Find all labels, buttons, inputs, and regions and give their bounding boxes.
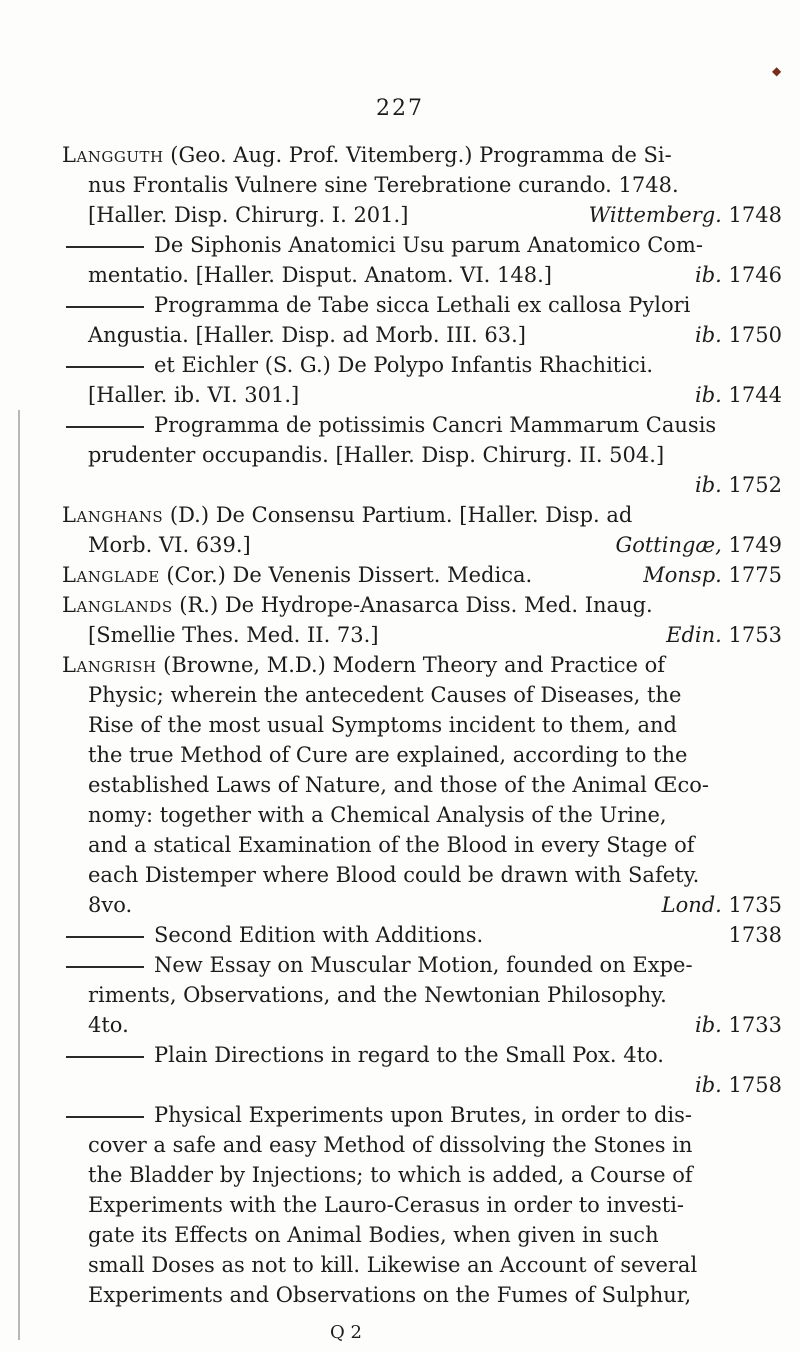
entry-line — [62, 1130, 782, 1160]
imprint — [695, 320, 782, 350]
bibliography-entry — [62, 500, 782, 560]
entry-text: Rise of the most usual Symptoms incident to them, and — [88, 713, 677, 737]
entry-text-group — [88, 173, 679, 197]
entry-line — [62, 290, 782, 320]
imprint-place: ib. — [695, 323, 722, 347]
imprint-year: 1753 — [728, 623, 782, 647]
entry-line — [62, 320, 782, 350]
ditto-dash — [66, 1116, 144, 1118]
imprint — [615, 530, 782, 560]
imprint-place: ib. — [695, 1073, 722, 1097]
imprint — [695, 380, 782, 410]
entry-line — [62, 230, 782, 260]
entry-text: cover a safe and easy Method of dissolving the Stones in — [88, 1133, 693, 1157]
imprint-place: Wittemberg. — [588, 203, 722, 227]
entry-line — [62, 980, 782, 1010]
imprint — [695, 473, 782, 497]
entry-text: riments, Observations, and the Newtonian Philosophy. — [88, 983, 667, 1007]
entry-text: 4to. — [88, 1013, 129, 1037]
imprint-year: 1775 — [728, 563, 782, 587]
ditto-dash — [66, 966, 144, 968]
entry-text-group — [88, 683, 681, 707]
entry-text-group — [88, 833, 695, 857]
entry-text-group — [88, 713, 677, 737]
imprint-place: Gottingæ, — [615, 533, 722, 557]
entry-text: (Cor.) De Venenis Dissert. Medica. — [159, 563, 533, 587]
entry-line — [62, 890, 782, 920]
entry-text-group — [88, 443, 664, 467]
imprint-year: 1749 — [728, 533, 782, 557]
entry-text: De Siphonis Anatomici Usu parum Anatomico Com- — [154, 233, 703, 257]
entry-line — [62, 470, 782, 500]
imprint — [589, 200, 782, 230]
binding-edge — [18, 410, 20, 1340]
entry-text-group — [88, 260, 552, 290]
imprint-year: 1746 — [728, 263, 782, 287]
entry-text: each Distemper where Blood could be drawn with Safety. — [88, 863, 700, 887]
entry-text-group — [62, 593, 653, 617]
bibliography-entries — [62, 140, 782, 1310]
entry-text: the Bladder by Injections; to which is added, a Course of — [88, 1163, 693, 1187]
entry-text: and a statical Examination of the Blood in every Stage of — [88, 833, 695, 857]
entry-text-group — [62, 1043, 664, 1067]
entry-text: [Haller. Disp. Chirurg. I. 201.] — [88, 203, 409, 227]
bibliography-entry — [62, 1040, 782, 1100]
entry-text: established Laws of Nature, and those of the Animal Œco- — [88, 773, 709, 797]
entry-text: prudenter occupandis. [Haller. Disp. Chirurg. II. 504.] — [88, 443, 665, 467]
entry-text: Physic; wherein the antecedent Causes of Diseases, the — [88, 683, 682, 707]
entry-text: Experiments with the Lauro-Cerasus in order to investi- — [88, 1193, 685, 1217]
page-number: 227 — [376, 96, 424, 121]
entry-text-group — [62, 503, 632, 527]
entry-text-group — [62, 560, 532, 590]
entry-line — [62, 710, 782, 740]
entry-line — [62, 620, 782, 650]
entry-text: New Essay on Muscular Motion, founded on Expe- — [154, 953, 693, 977]
bibliography-entry — [62, 410, 782, 500]
entry-text-group — [88, 743, 687, 767]
entry-line — [62, 350, 782, 380]
entry-text: Morb. VI. 639.] — [88, 533, 251, 557]
entry-text: the true Method of Cure are explained, according to the — [88, 743, 688, 767]
entry-text: Angustia. [Haller. Disp. ad Morb. III. 63.] — [88, 323, 526, 347]
entry-text: et Eichler (S. G.) De Polypo Infantis Rhachitici. — [154, 353, 654, 377]
imprint-year: 1748 — [728, 203, 782, 227]
entry-line — [62, 860, 782, 890]
imprint-year: 1733 — [728, 1013, 782, 1037]
entry-line — [62, 200, 782, 230]
entry-line — [62, 770, 782, 800]
ditto-dash — [66, 1056, 144, 1058]
bibliography-entry — [62, 230, 782, 290]
imprint — [662, 890, 782, 920]
entry-line — [62, 440, 782, 470]
author-name: Langhans — [62, 503, 164, 527]
entry-line — [62, 650, 782, 680]
entry-text: (Geo. Aug. Prof. Vitemberg.) Programma de Si- — [163, 143, 672, 167]
entry-line — [62, 410, 782, 440]
entry-text: Physical Experiments upon Brutes, in order to dis- — [154, 1103, 693, 1127]
imprint-year: 1750 — [728, 323, 782, 347]
imprint-place: ib. — [695, 473, 722, 497]
entry-text-group — [62, 1103, 692, 1127]
entry-line — [62, 500, 782, 530]
imprint — [695, 260, 782, 290]
entry-text-group — [88, 1253, 697, 1277]
bibliography-entry — [62, 350, 782, 410]
bibliography-entry — [62, 920, 782, 950]
imprint-place: Lond. — [661, 893, 722, 917]
entry-line — [62, 1220, 782, 1250]
ink-mark-icon: ◆ — [772, 64, 782, 78]
entry-text: small Doses as not to kill. Likewise an Account of several — [88, 1253, 698, 1277]
bibliography-entry — [62, 950, 782, 1040]
imprint-place: ib. — [695, 263, 722, 287]
entry-text: Second Edition with Additions. — [154, 923, 484, 947]
imprint-place: ib. — [695, 1013, 722, 1037]
bibliography-entry — [62, 1100, 782, 1310]
entry-text-group — [62, 233, 703, 257]
entry-text-group — [88, 1133, 692, 1157]
entry-text: (Browne, M.D.) Modern Theory and Practice of — [156, 653, 666, 677]
entry-line — [62, 1250, 782, 1280]
entry-text-group — [88, 1193, 684, 1217]
entry-text-group — [88, 1283, 691, 1307]
entry-text-group — [88, 1163, 693, 1187]
entry-text: nus Frontalis Vulnere sine Terebratione curando. 1748. — [88, 173, 679, 197]
entry-text-group — [88, 983, 667, 1007]
bibliography-entry — [62, 140, 782, 230]
author-name: Langrish — [62, 653, 157, 677]
entry-text: [Smellie Thes. Med. II. 73.] — [88, 623, 379, 647]
entry-text-group — [62, 920, 483, 950]
entry-line — [62, 1160, 782, 1190]
author-name: Langlands — [62, 593, 173, 617]
entry-line — [62, 920, 782, 950]
imprint-place: ib. — [695, 383, 722, 407]
entry-text: [Haller. ib. VI. 301.] — [88, 383, 300, 407]
entry-line — [62, 800, 782, 830]
entry-text: Programma de potissimis Cancri Mammarum Causis — [154, 413, 717, 437]
bibliography-entry — [62, 590, 782, 650]
entry-text: (R.) De Hydrope-Anasarca Diss. Med. Inaug. — [172, 593, 653, 617]
signature-mark: Q 2 — [330, 1322, 362, 1343]
entry-line — [62, 1070, 782, 1100]
imprint-year: 1758 — [728, 1073, 782, 1097]
entry-text: 8vo. — [88, 893, 133, 917]
imprint — [643, 560, 782, 590]
imprint — [729, 920, 782, 950]
imprint-year: 1752 — [728, 473, 782, 497]
entry-line — [62, 560, 782, 590]
imprint-place: Edin. — [666, 623, 722, 647]
entry-line — [62, 1190, 782, 1220]
ditto-dash — [66, 366, 144, 368]
author-name: Langguth — [62, 143, 164, 167]
entry-text: Experiments and Observations on the Fumes of Sulphur, — [88, 1283, 692, 1307]
entry-line — [62, 740, 782, 770]
imprint-place: Monsp. — [643, 563, 722, 587]
entry-text: Plain Directions in regard to the Small Pox. 4to. — [154, 1043, 664, 1067]
entry-text-group — [62, 143, 672, 167]
entry-line — [62, 140, 782, 170]
entry-text: gate its Effects on Animal Bodies, when given in such — [88, 1223, 659, 1247]
entry-line — [62, 590, 782, 620]
entry-text-group — [88, 863, 699, 887]
entry-line — [62, 1010, 782, 1040]
imprint — [695, 1010, 782, 1040]
imprint-year: 1744 — [728, 383, 782, 407]
entry-line — [62, 1280, 782, 1310]
entry-text-group — [62, 653, 665, 677]
entry-text: mentatio. [Haller. Disput. Anatom. VI. 148.] — [88, 263, 552, 287]
bibliography-entry — [62, 560, 782, 590]
entry-line — [62, 260, 782, 290]
entry-text: (D.) De Consensu Partium. [Haller. Disp. ad — [163, 503, 633, 527]
imprint — [666, 620, 782, 650]
entry-line — [62, 530, 782, 560]
entry-line — [62, 680, 782, 710]
entry-text-group — [62, 413, 716, 437]
entry-line — [62, 170, 782, 200]
bibliography-entry — [62, 290, 782, 350]
bibliography-entry — [62, 650, 782, 920]
ditto-dash — [66, 306, 144, 308]
entry-text: nomy: together with a Chemical Analysis of the Urine, — [88, 803, 667, 827]
entry-text-group — [62, 953, 693, 977]
entry-line — [62, 1100, 782, 1130]
imprint-year: 1738 — [728, 923, 782, 947]
imprint-year: 1735 — [728, 893, 782, 917]
ditto-dash — [66, 246, 144, 248]
entry-line — [62, 950, 782, 980]
imprint — [695, 1073, 782, 1097]
entry-text-group — [62, 353, 653, 377]
entry-text: Programma de Tabe sicca Lethali ex callosa Pylori — [154, 293, 691, 317]
ditto-dash — [66, 426, 144, 428]
author-name: Langlade — [62, 563, 160, 587]
entry-text-group — [88, 773, 709, 797]
entry-line — [62, 830, 782, 860]
entry-line — [62, 1040, 782, 1070]
entry-text-group — [62, 293, 690, 317]
entry-line — [62, 380, 782, 410]
entry-text-group — [88, 803, 667, 827]
entry-text-group — [88, 1223, 659, 1247]
ditto-dash — [66, 936, 144, 938]
